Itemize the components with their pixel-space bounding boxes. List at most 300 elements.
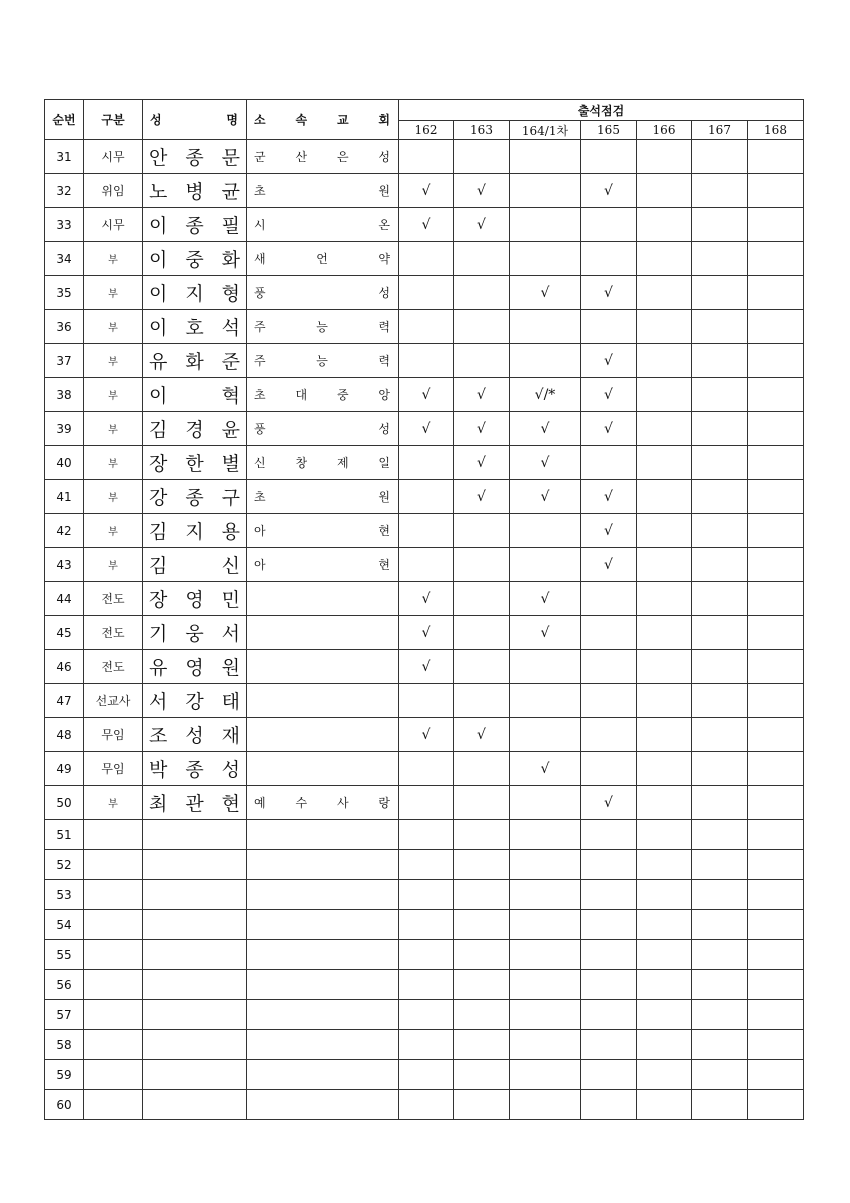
row-name [143,1000,247,1030]
table-row [45,1030,804,1060]
row-church [247,880,399,910]
table-row [45,344,804,378]
row-church-char: 아 [254,558,266,572]
row-church-char: 약 [378,252,390,266]
attendance-mark [748,344,804,378]
attendance-mark [692,514,748,548]
attendance-mark [581,910,637,940]
attendance-mark [581,1090,637,1120]
table-row [45,910,804,940]
row-category: 부 [84,344,143,378]
row-number: 51 [45,820,84,850]
row-name-char: 이 [149,317,168,339]
row-name [143,684,247,718]
attendance-mark [748,880,804,910]
row-name [143,752,247,786]
row-number: 58 [45,1030,84,1060]
attendance-mark [637,820,692,850]
attendance-mark [692,1000,748,1030]
attendance-mark: √ [399,208,454,242]
row-church-char: 중 [336,388,349,402]
attendance-mark [510,174,581,208]
row-category: 무임 [84,752,143,786]
attendance-mark: √ [581,786,637,820]
row-name-char: 웅 [185,623,204,645]
table-row [45,208,804,242]
attendance-mark [454,582,510,616]
row-name-char: 경 [185,419,204,441]
row-name-char: 영 [185,589,204,611]
row-church-char: 온 [378,218,390,232]
row-name [143,786,247,820]
attendance-mark [637,752,692,786]
row-church-char: 풍 [254,422,266,436]
row-name-char: 장 [149,589,168,611]
row-name-char: 한 [185,453,204,475]
attendance-mark: √ [581,480,637,514]
row-category: 시무 [84,208,143,242]
row-number: 31 [45,140,84,174]
row-name [143,276,247,310]
attendance-mark [637,242,692,276]
table-row [45,718,804,752]
attendance-mark: √ [454,412,510,446]
table-row [45,412,804,446]
attendance-mark [399,820,454,850]
header-category: 구분 [84,100,143,140]
attendance-mark [510,718,581,752]
table-row [45,310,804,344]
row-church [247,752,399,786]
attendance-mark [692,718,748,752]
attendance-mark [399,1030,454,1060]
header-name-char: 성 [150,113,162,127]
attendance-mark [454,310,510,344]
row-church [247,514,399,548]
attendance-mark [510,1060,581,1090]
row-number: 40 [45,446,84,480]
row-category: 전도 [84,616,143,650]
table-row [45,378,804,412]
attendance-mark [510,820,581,850]
attendance-mark [637,616,692,650]
attendance-mark [399,310,454,344]
row-name-char: 안 [149,147,168,169]
attendance-mark [510,242,581,276]
row-church [247,910,399,940]
header-session: 166 [637,121,692,140]
row-name-char: 병 [185,181,204,203]
attendance-mark [510,650,581,684]
attendance-mark [454,786,510,820]
row-church-char: 성 [378,150,390,164]
attendance-mark [692,480,748,514]
row-category: 선교사 [84,684,143,718]
attendance-mark [454,276,510,310]
row-name [143,880,247,910]
table-row [45,616,804,650]
row-church [247,310,399,344]
attendance-mark [581,650,637,684]
row-number: 46 [45,650,84,684]
attendance-mark: √ [510,446,581,480]
attendance-mark [637,582,692,616]
row-number: 34 [45,242,84,276]
header-attendance: 출석점검 [399,100,804,121]
attendance-mark [637,276,692,310]
row-church [247,174,399,208]
row-category: 부 [84,242,143,276]
attendance-mark: √/* [510,378,581,412]
attendance-mark [748,850,804,880]
attendance-mark [454,1090,510,1120]
attendance-mark [637,310,692,344]
row-name [143,1030,247,1060]
row-church [247,786,399,820]
row-name-char: 김 [149,555,168,577]
row-church [247,718,399,752]
attendance-mark [399,684,454,718]
attendance-mark [748,616,804,650]
row-category [84,1060,143,1090]
table-row [45,940,804,970]
row-church-char: 시 [254,218,266,232]
row-name [143,412,247,446]
row-number: 60 [45,1090,84,1120]
attendance-mark [399,1060,454,1090]
header-session: 162 [399,121,454,140]
attendance-mark [637,880,692,910]
attendance-mark [748,1000,804,1030]
row-number: 55 [45,940,84,970]
table-row [45,850,804,880]
attendance-mark [692,276,748,310]
row-category: 위임 [84,174,143,208]
attendance-mark [692,650,748,684]
row-name [143,616,247,650]
attendance-mark [399,276,454,310]
table-row [45,480,804,514]
attendance-mark: √ [399,174,454,208]
header-name-char: 명 [226,113,238,127]
row-category: 부 [84,480,143,514]
attendance-mark [454,650,510,684]
attendance-mark [454,514,510,548]
row-name [143,310,247,344]
row-number: 50 [45,786,84,820]
attendance-mark [692,1030,748,1060]
row-church [247,684,399,718]
attendance-mark [748,412,804,446]
row-number: 57 [45,1000,84,1030]
table-row [45,582,804,616]
attendance-mark: √ [581,174,637,208]
table-row [45,650,804,684]
attendance-mark [581,446,637,480]
row-name-char: 태 [221,691,240,713]
row-name [143,242,247,276]
attendance-mark [637,208,692,242]
row-number: 48 [45,718,84,752]
row-church-char: 능 [316,354,328,368]
row-name [143,208,247,242]
row-church [247,242,399,276]
attendance-mark [692,310,748,344]
attendance-mark [692,820,748,850]
row-name-char: 유 [149,657,168,679]
row-number: 44 [45,582,84,616]
attendance-mark [399,242,454,276]
row-church-char: 언 [316,252,328,266]
header-session: 164/1차 [510,121,581,140]
table-row [45,514,804,548]
row-church [247,412,399,446]
attendance-mark: √ [510,480,581,514]
attendance-mark: √ [454,378,510,412]
row-name-char: 노 [149,181,168,203]
row-name-char: 화 [185,351,204,373]
attendance-mark [748,140,804,174]
row-church [247,820,399,850]
attendance-mark [399,514,454,548]
table-row [45,548,804,582]
attendance-mark [692,412,748,446]
attendance-mark [637,446,692,480]
attendance-mark [581,208,637,242]
row-name-char: 최 [149,793,168,815]
attendance-mark [454,820,510,850]
attendance-mark [399,850,454,880]
attendance-mark [748,174,804,208]
row-name [143,140,247,174]
header-session: 168 [748,121,804,140]
row-name-char: 서 [149,691,168,713]
row-name [143,1060,247,1090]
attendance-mark [399,1090,454,1120]
row-church [247,480,399,514]
attendance-mark [581,718,637,752]
row-church [247,850,399,880]
attendance-mark [692,1060,748,1090]
table-row [45,174,804,208]
row-category: 부 [84,310,143,344]
attendance-mark [510,970,581,1000]
attendance-mark [692,344,748,378]
attendance-mark [454,752,510,786]
row-church-char: 주 [254,320,266,334]
attendance-mark [692,940,748,970]
attendance-mark: √ [454,446,510,480]
row-name-char: 석 [221,317,240,339]
row-number: 35 [45,276,84,310]
attendance-mark [581,820,637,850]
row-category: 부 [84,548,143,582]
row-category: 부 [84,446,143,480]
row-number: 45 [45,616,84,650]
attendance-mark: √ [581,412,637,446]
row-category: 시무 [84,140,143,174]
attendance-mark: √ [510,582,581,616]
row-name [143,970,247,1000]
attendance-mark [748,820,804,850]
header-church-char: 소 [254,113,266,127]
row-name [143,940,247,970]
row-church-char: 예 [254,796,266,810]
row-category: 부 [84,514,143,548]
row-church-char: 력 [378,354,390,368]
row-name-char: 혁 [221,385,240,407]
attendance-mark [637,174,692,208]
row-name [143,480,247,514]
row-category [84,970,143,1000]
row-number: 33 [45,208,84,242]
attendance-mark: √ [581,276,637,310]
attendance-mark: √ [454,480,510,514]
attendance-mark [399,1000,454,1030]
attendance-mark [637,378,692,412]
row-name-char: 박 [149,759,168,781]
attendance-mark [637,1000,692,1030]
header-session: 163 [454,121,510,140]
row-name-char: 서 [221,623,240,645]
row-name-char: 종 [185,215,204,237]
attendance-mark [399,786,454,820]
attendance-mark [581,242,637,276]
row-name-char: 강 [149,487,168,509]
attendance-mark: √ [581,514,637,548]
attendance-mark [454,1030,510,1060]
attendance-mark [581,616,637,650]
row-church-char: 력 [378,320,390,334]
attendance-mark [399,940,454,970]
row-church-char: 앙 [378,388,390,402]
row-church-char: 초 [254,184,266,198]
attendance-mark [637,1030,692,1060]
attendance-mark [399,446,454,480]
row-name-char: 지 [185,521,204,543]
table-row [45,446,804,480]
table-row [45,786,804,820]
table-row [45,276,804,310]
attendance-mark [748,970,804,1000]
attendance-mark [454,970,510,1000]
row-name-char: 별 [221,453,240,475]
attendance-mark [454,140,510,174]
attendance-mark [748,940,804,970]
row-number: 36 [45,310,84,344]
attendance-mark [637,650,692,684]
attendance-mark [692,910,748,940]
attendance-mark [581,1030,637,1060]
attendance-mark [510,850,581,880]
attendance-mark [692,242,748,276]
row-name-char: 균 [221,181,240,203]
row-name [143,446,247,480]
row-number: 39 [45,412,84,446]
attendance-mark [748,786,804,820]
attendance-mark [692,548,748,582]
attendance-mark [692,616,748,650]
row-name-char: 이 [149,385,168,407]
attendance-mark [581,752,637,786]
table-row [45,1090,804,1120]
header-seq: 순번 [45,100,84,140]
attendance-mark [748,752,804,786]
row-number: 52 [45,850,84,880]
attendance-mark [637,1060,692,1090]
row-church-char: 원 [378,490,390,504]
row-number: 41 [45,480,84,514]
table-row [45,140,804,174]
attendance-mark [692,140,748,174]
attendance-mark [637,344,692,378]
attendance-mark [399,480,454,514]
row-name-char: 중 [185,249,204,271]
attendance-mark [637,970,692,1000]
row-church-char: 대 [295,388,308,402]
attendance-mark [748,1060,804,1090]
row-name-char: 호 [185,317,204,339]
attendance-mark: √ [399,718,454,752]
attendance-mark: √ [581,344,637,378]
attendance-mark [748,718,804,752]
row-category [84,940,143,970]
attendance-mark [692,850,748,880]
row-name [143,718,247,752]
attendance-mark: √ [399,616,454,650]
attendance-mark [510,140,581,174]
attendance-mark [454,616,510,650]
attendance-mark [692,446,748,480]
row-name-char: 장 [149,453,168,475]
attendance-mark [510,514,581,548]
attendance-mark [581,140,637,174]
row-name-char: 김 [149,419,168,441]
row-name-char: 김 [149,521,168,543]
row-category [84,820,143,850]
attendance-mark [454,940,510,970]
row-church [247,1030,399,1060]
attendance-mark [692,786,748,820]
row-name-char: 이 [149,283,168,305]
row-category: 부 [84,378,143,412]
row-name-char: 윤 [221,419,240,441]
attendance-mark: √ [399,378,454,412]
row-church-char: 새 [254,252,266,266]
row-name [143,174,247,208]
attendance-mark [581,970,637,1000]
attendance-mark [510,1000,581,1030]
header-row-top [45,100,804,121]
attendance-mark [399,880,454,910]
table-row [45,684,804,718]
attendance-mark [581,1060,637,1090]
row-name [143,514,247,548]
attendance-mark [692,880,748,910]
row-church [247,616,399,650]
row-category: 전도 [84,650,143,684]
row-name [143,378,247,412]
row-church-char: 현 [378,558,390,572]
row-church [247,446,399,480]
header-church-char: 교 [336,113,349,127]
row-church-char: 아 [254,524,266,538]
row-church-char: 풍 [254,286,266,300]
row-category: 무임 [84,718,143,752]
row-name-char: 종 [185,759,204,781]
attendance-mark [637,684,692,718]
attendance-mark [637,910,692,940]
